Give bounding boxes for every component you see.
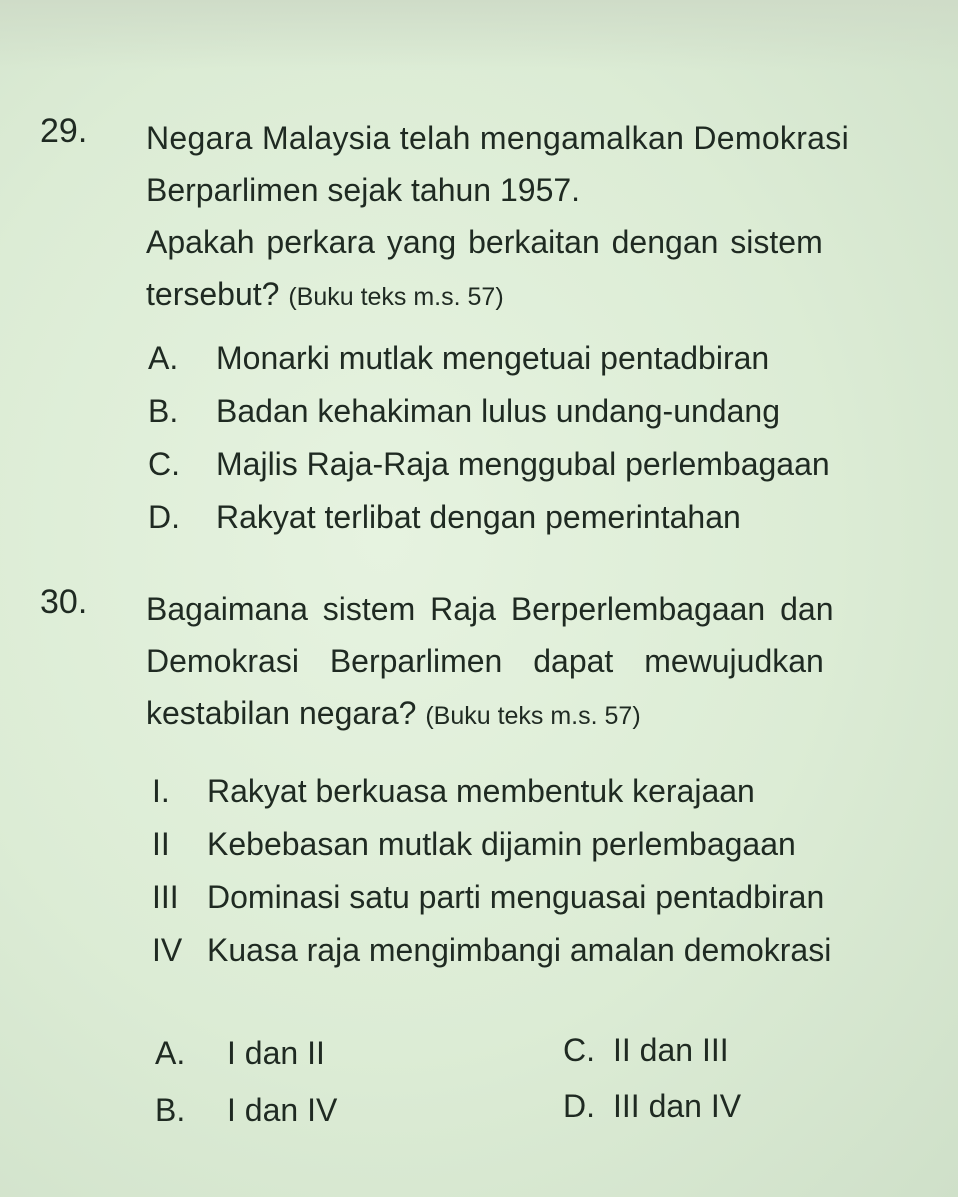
question-text [146, 583, 946, 742]
question-number: 29. [40, 112, 88, 150]
question-line-text: tersebut? [146, 276, 280, 312]
option-d[interactable] [148, 499, 741, 536]
statement-label: IV [152, 932, 183, 968]
question-line [146, 268, 946, 323]
question-line: Berparlimen sejak tahun 1957. [146, 172, 581, 208]
textbook-reference: (Buku teks m.s. 57) [288, 283, 504, 311]
answer-label: C. [563, 1032, 595, 1068]
option-label: B. [148, 393, 179, 429]
statement-text: Kuasa raja mengimbangi amalan demokrasi [207, 932, 832, 968]
question-line: Apakah perkara yang berkaitan dengan sistem [146, 224, 823, 260]
statement-i [152, 773, 755, 810]
question-text [146, 112, 946, 323]
answer-b[interactable] [155, 1092, 337, 1129]
statement-label: I. [152, 773, 170, 809]
statement-iii [152, 879, 824, 916]
question-line: Demokrasi Berparlimen dapat mewujudkan [146, 643, 824, 679]
option-label: A. [148, 340, 179, 376]
statement-text: Dominasi satu parti menguasai pentadbiran [207, 879, 825, 915]
option-text: Monarki mutlak mengetuai pentadbiran [216, 340, 770, 376]
textbook-reference: (Buku teks m.s. 57) [425, 702, 641, 730]
answer-label: B. [155, 1092, 186, 1128]
answer-label: D. [563, 1088, 595, 1124]
option-a[interactable] [148, 340, 769, 377]
answer-text: II dan III [613, 1032, 729, 1068]
statement-ii [152, 826, 796, 863]
statement-label: II [152, 826, 170, 862]
question-line: Bagaimana sistem Raja Berperlembagaan dan [146, 591, 834, 627]
option-text: Badan kehakiman lulus undang-undang [216, 393, 780, 429]
option-b[interactable] [148, 393, 780, 430]
option-c[interactable] [148, 446, 830, 483]
option-text: Majlis Raja-Raja menggubal perlembagaan [216, 446, 830, 482]
question-line-text: kestabilan negara? [146, 695, 417, 731]
statement-label: III [152, 879, 179, 915]
question-line [146, 687, 946, 742]
option-label: C. [148, 446, 180, 482]
question-line: Negara Malaysia telah mengamalkan Demokrasi [146, 120, 849, 156]
answer-c[interactable] [563, 1032, 729, 1069]
answer-d[interactable] [563, 1088, 741, 1125]
statement-text: Kebebasan mutlak dijamin perlembagaan [207, 826, 796, 862]
option-text: Rakyat terlibat dengan pemerintahan [216, 499, 741, 535]
statement-text: Rakyat berkuasa membentuk kerajaan [207, 773, 755, 809]
answer-label: A. [155, 1035, 186, 1071]
answer-text: I dan IV [227, 1092, 338, 1128]
question-number: 30. [40, 583, 88, 621]
option-label: D. [148, 499, 180, 535]
answer-text: I dan II [227, 1035, 325, 1071]
page-shadow [0, 0, 958, 70]
answer-text: III dan IV [613, 1088, 742, 1124]
statement-iv [152, 932, 831, 969]
answer-a[interactable] [155, 1035, 325, 1072]
